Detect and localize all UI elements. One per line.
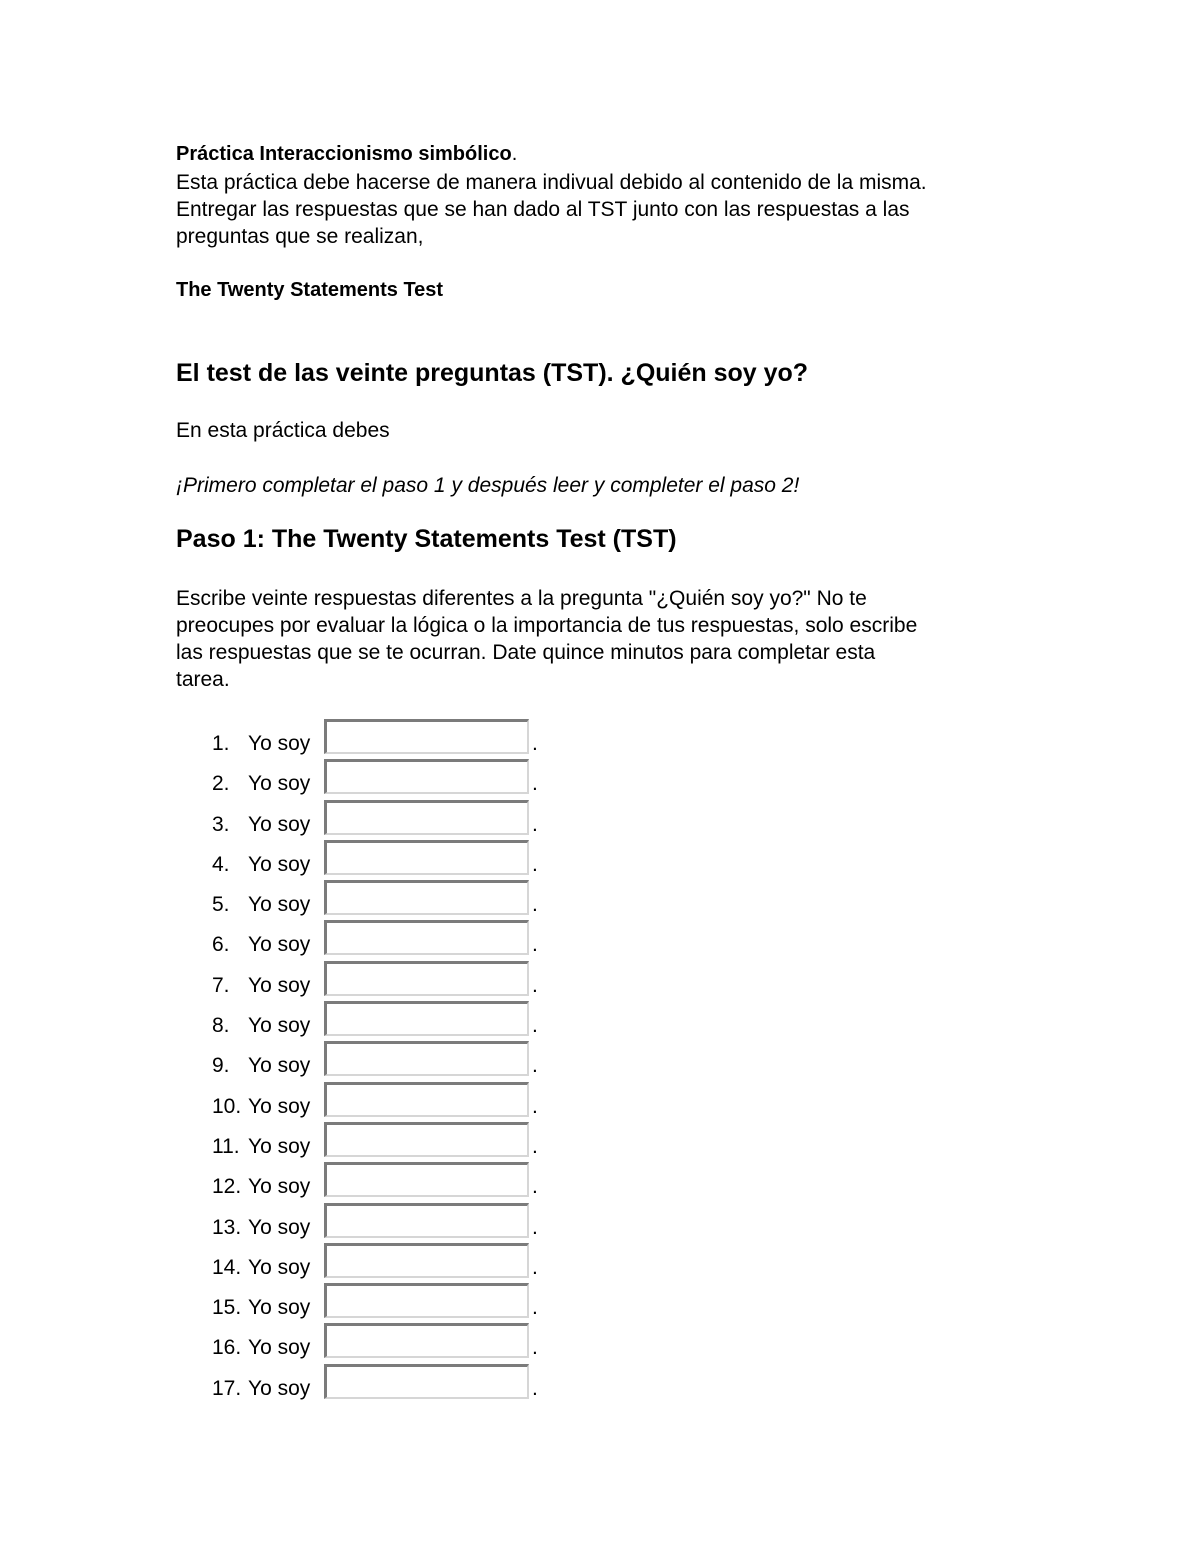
- answer-number: 17.: [212, 1376, 242, 1400]
- answer-period: .: [532, 893, 538, 917]
- answer-number: 7.: [212, 973, 230, 997]
- answer-input[interactable]: [324, 800, 529, 835]
- answer-number: 16.: [212, 1336, 242, 1360]
- answer-period: .: [532, 933, 538, 957]
- document-title: [176, 141, 517, 168]
- answer-period: .: [532, 772, 538, 796]
- answer-input[interactable]: [324, 1323, 529, 1358]
- answer-input[interactable]: [324, 1243, 529, 1278]
- answer-period: .: [532, 1215, 538, 1239]
- answer-prefix: Yo soy: [248, 812, 311, 836]
- intro-line-3: preguntas que se realizan,: [176, 225, 424, 248]
- answer-period: .: [532, 812, 538, 836]
- answer-number: 14.: [212, 1255, 242, 1279]
- answer-prefix: Yo soy: [248, 1376, 311, 1400]
- answer-prefix: Yo soy: [248, 1215, 311, 1239]
- answer-input[interactable]: [324, 1082, 529, 1117]
- answer-period: .: [532, 973, 538, 997]
- answer-number: 13.: [212, 1215, 242, 1239]
- answer-input[interactable]: [324, 1162, 529, 1197]
- answer-number: 10.: [212, 1094, 242, 1118]
- answer-period: .: [532, 1255, 538, 1279]
- answer-input[interactable]: [324, 961, 529, 996]
- answer-number: 6.: [212, 933, 230, 957]
- answer-number: 4.: [212, 852, 230, 876]
- answer-input[interactable]: [324, 1203, 529, 1238]
- answer-number: 9.: [212, 1054, 230, 1078]
- answer-period: .: [532, 1094, 538, 1118]
- step1-line-1: Escribe veinte respuestas diferentes a la pregunta "¿Quién soy yo?" No te: [176, 587, 867, 610]
- lead-text: En esta práctica debes: [176, 419, 390, 442]
- answer-prefix: Yo soy: [248, 1296, 311, 1320]
- step1-line-3: las respuestas que se te ocurran. Date quince minutos para completar esta: [176, 641, 876, 664]
- answer-number: 3.: [212, 812, 230, 836]
- answer-input[interactable]: [324, 719, 529, 754]
- answer-prefix: Yo soy: [248, 772, 311, 796]
- answer-prefix: Yo soy: [248, 852, 311, 876]
- answer-prefix: Yo soy: [248, 1014, 311, 1038]
- answer-input[interactable]: [324, 880, 529, 915]
- answer-input[interactable]: [324, 920, 529, 955]
- test-subtitle: The Twenty Statements Test: [176, 279, 444, 301]
- instruction-text: ¡Primero completar el paso 1 y después leer y completer el paso 2!: [176, 474, 800, 497]
- intro-line-2: Entregar las respuestas que se han dado al TST junto con las respuestas a las: [176, 198, 910, 221]
- document-title-period: .: [511, 143, 518, 165]
- step1-heading: Paso 1: The Twenty Statements Test (TST): [176, 525, 677, 553]
- answer-input[interactable]: [324, 759, 529, 794]
- step1-line-4: tarea.: [176, 668, 230, 691]
- answer-number: 5.: [212, 893, 230, 917]
- answer-prefix: Yo soy: [248, 1175, 311, 1199]
- answer-period: .: [532, 1376, 538, 1400]
- answer-number: 11.: [212, 1134, 240, 1158]
- answer-prefix: Yo soy: [248, 1094, 311, 1118]
- answer-period: .: [532, 1336, 538, 1360]
- answer-period: .: [532, 732, 538, 755]
- answer-input[interactable]: [324, 1122, 529, 1157]
- answer-input[interactable]: [324, 1001, 529, 1036]
- answer-period: .: [532, 1054, 538, 1078]
- answer-period: .: [532, 1014, 538, 1038]
- answer-number: 12.: [212, 1175, 242, 1199]
- answer-prefix: Yo soy: [248, 1255, 311, 1279]
- answer-period: .: [532, 1175, 538, 1199]
- intro-line-1: Esta práctica debe hacerse de manera indivual debido al contenido de la misma.: [176, 171, 927, 194]
- answer-input[interactable]: [324, 1283, 529, 1318]
- answer-prefix: Yo soy: [248, 893, 311, 917]
- main-heading: El test de las veinte preguntas (TST). ¿Quién soy yo?: [176, 359, 809, 387]
- answer-period: .: [532, 852, 538, 876]
- answer-prefix: Yo soy: [248, 732, 311, 755]
- answer-prefix: Yo soy: [248, 1336, 311, 1360]
- answer-number: 2.: [212, 772, 230, 796]
- step1-line-2: preocupes por evaluar la lógica o la importancia de tus respuestas, solo escribe: [176, 614, 918, 637]
- answer-prefix: Yo soy: [248, 973, 311, 997]
- answer-prefix: Yo soy: [248, 1054, 311, 1078]
- answer-input[interactable]: [324, 840, 529, 875]
- answer-number: 8.: [212, 1014, 230, 1038]
- answer-input[interactable]: [324, 1041, 529, 1076]
- answer-prefix: Yo soy: [248, 1134, 311, 1158]
- answer-number: 1.: [212, 732, 230, 755]
- answer-period: .: [532, 1296, 538, 1320]
- answer-number: 15.: [212, 1296, 242, 1320]
- answer-input[interactable]: [324, 1364, 529, 1399]
- answer-period: .: [532, 1134, 538, 1158]
- answer-prefix: Yo soy: [248, 933, 311, 957]
- document-title-text: Práctica Interaccionismo simbólico: [176, 143, 512, 165]
